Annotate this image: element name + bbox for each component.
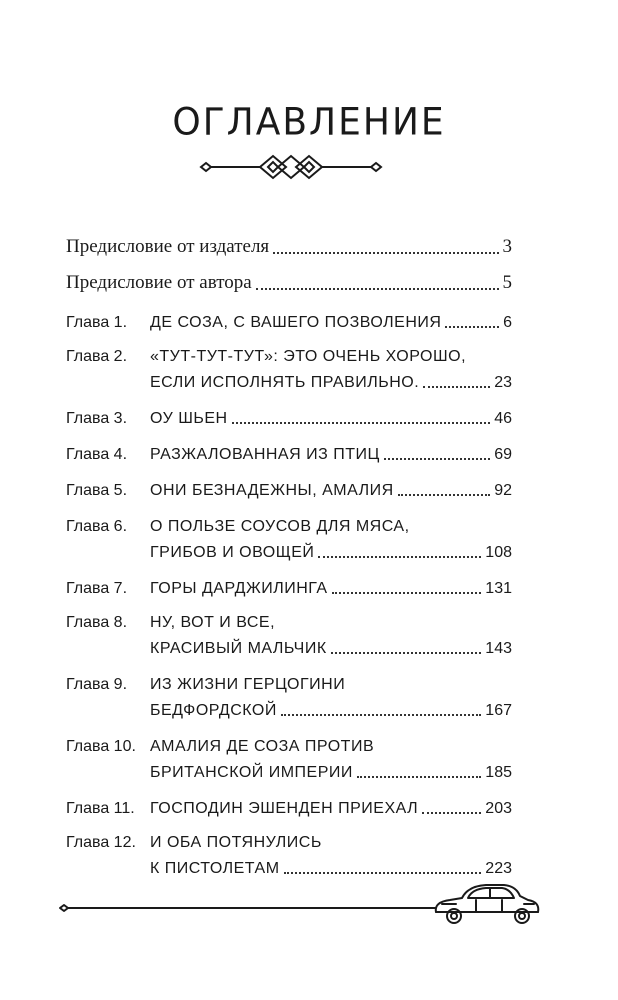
toc-entry-author-preface[interactable]: Предисловие от автора 5 <box>66 272 512 293</box>
page-title: ОГЛАВЛЕНИЕ <box>172 100 446 145</box>
toc-entry-chapter-11[interactable]: Глава 11. ГОСПОДИН ЭШЕНДЕН ПРИЕХАЛ 203 <box>66 800 512 817</box>
toc-entry-chapter-10-cont[interactable]: БРИТАНСКОЙ ИМПЕРИИ 185 <box>150 764 512 781</box>
toc-entry-chapter-12-cont[interactable]: К ПИСТОЛЕТАМ 223 <box>150 860 512 877</box>
vintage-car-icon <box>58 878 542 930</box>
toc-entry-chapter-2-cont[interactable]: ЕСЛИ ИСПОЛНЯТЬ ПРАВИЛЬНО. 23 <box>150 374 512 391</box>
toc-entry-chapter-12[interactable]: Глава 12. И ОБА ПОТЯНУЛИСЬ <box>66 834 322 851</box>
toc-entry-chapter-1[interactable]: Глава 1. ДЕ СОЗА, С ВАШЕГО ПОЗВОЛЕНИЯ 6 <box>66 314 512 331</box>
toc-entry-chapter-8[interactable]: Глава 8. НУ, ВОТ И ВСЕ, <box>66 614 276 631</box>
toc-entry-chapter-5[interactable]: Глава 5. ОНИ БЕЗНАДЕЖНЫ, АМАЛИЯ 92 <box>66 482 512 499</box>
toc-entry-chapter-6-cont[interactable]: ГРИБОВ И ОВОЩЕЙ 108 <box>150 544 512 561</box>
toc-entry-chapter-7[interactable]: Глава 7. ГОРЫ ДАРДЖИЛИНГА 131 <box>66 580 512 597</box>
toc-entry-chapter-8-cont[interactable]: КРАСИВЫЙ МАЛЬЧИК 143 <box>150 640 512 657</box>
toc-entry-chapter-2[interactable]: Глава 2. «ТУТ-ТУТ-ТУТ»: ЭТО ОЧЕНЬ ХОРОШО, <box>66 348 467 365</box>
toc-entry-chapter-10[interactable]: Глава 10. АМАЛИЯ ДЕ СОЗА ПРОТИВ <box>66 738 375 755</box>
toc-entry-publisher-preface[interactable]: Предисловие от издателя 3 <box>66 236 512 257</box>
toc-entry-chapter-9[interactable]: Глава 9. ИЗ ЖИЗНИ ГЕРЦОГИНИ <box>66 676 346 693</box>
toc-entry-chapter-9-cont[interactable]: БЕДФОРДСКОЙ 167 <box>150 702 512 719</box>
toc-entry-chapter-4[interactable]: Глава 4. РАЗЖАЛОВАННАЯ ИЗ ПТИЦ 69 <box>66 446 512 463</box>
toc-entry-chapter-3[interactable]: Глава 3. ОУ ШЬЕН 46 <box>66 410 512 427</box>
toc-entry-chapter-6[interactable]: Глава 6. О ПОЛЬЗЕ СОУСОВ ДЛЯ МЯСА, <box>66 518 410 535</box>
diamond-ornament-icon <box>198 152 384 182</box>
